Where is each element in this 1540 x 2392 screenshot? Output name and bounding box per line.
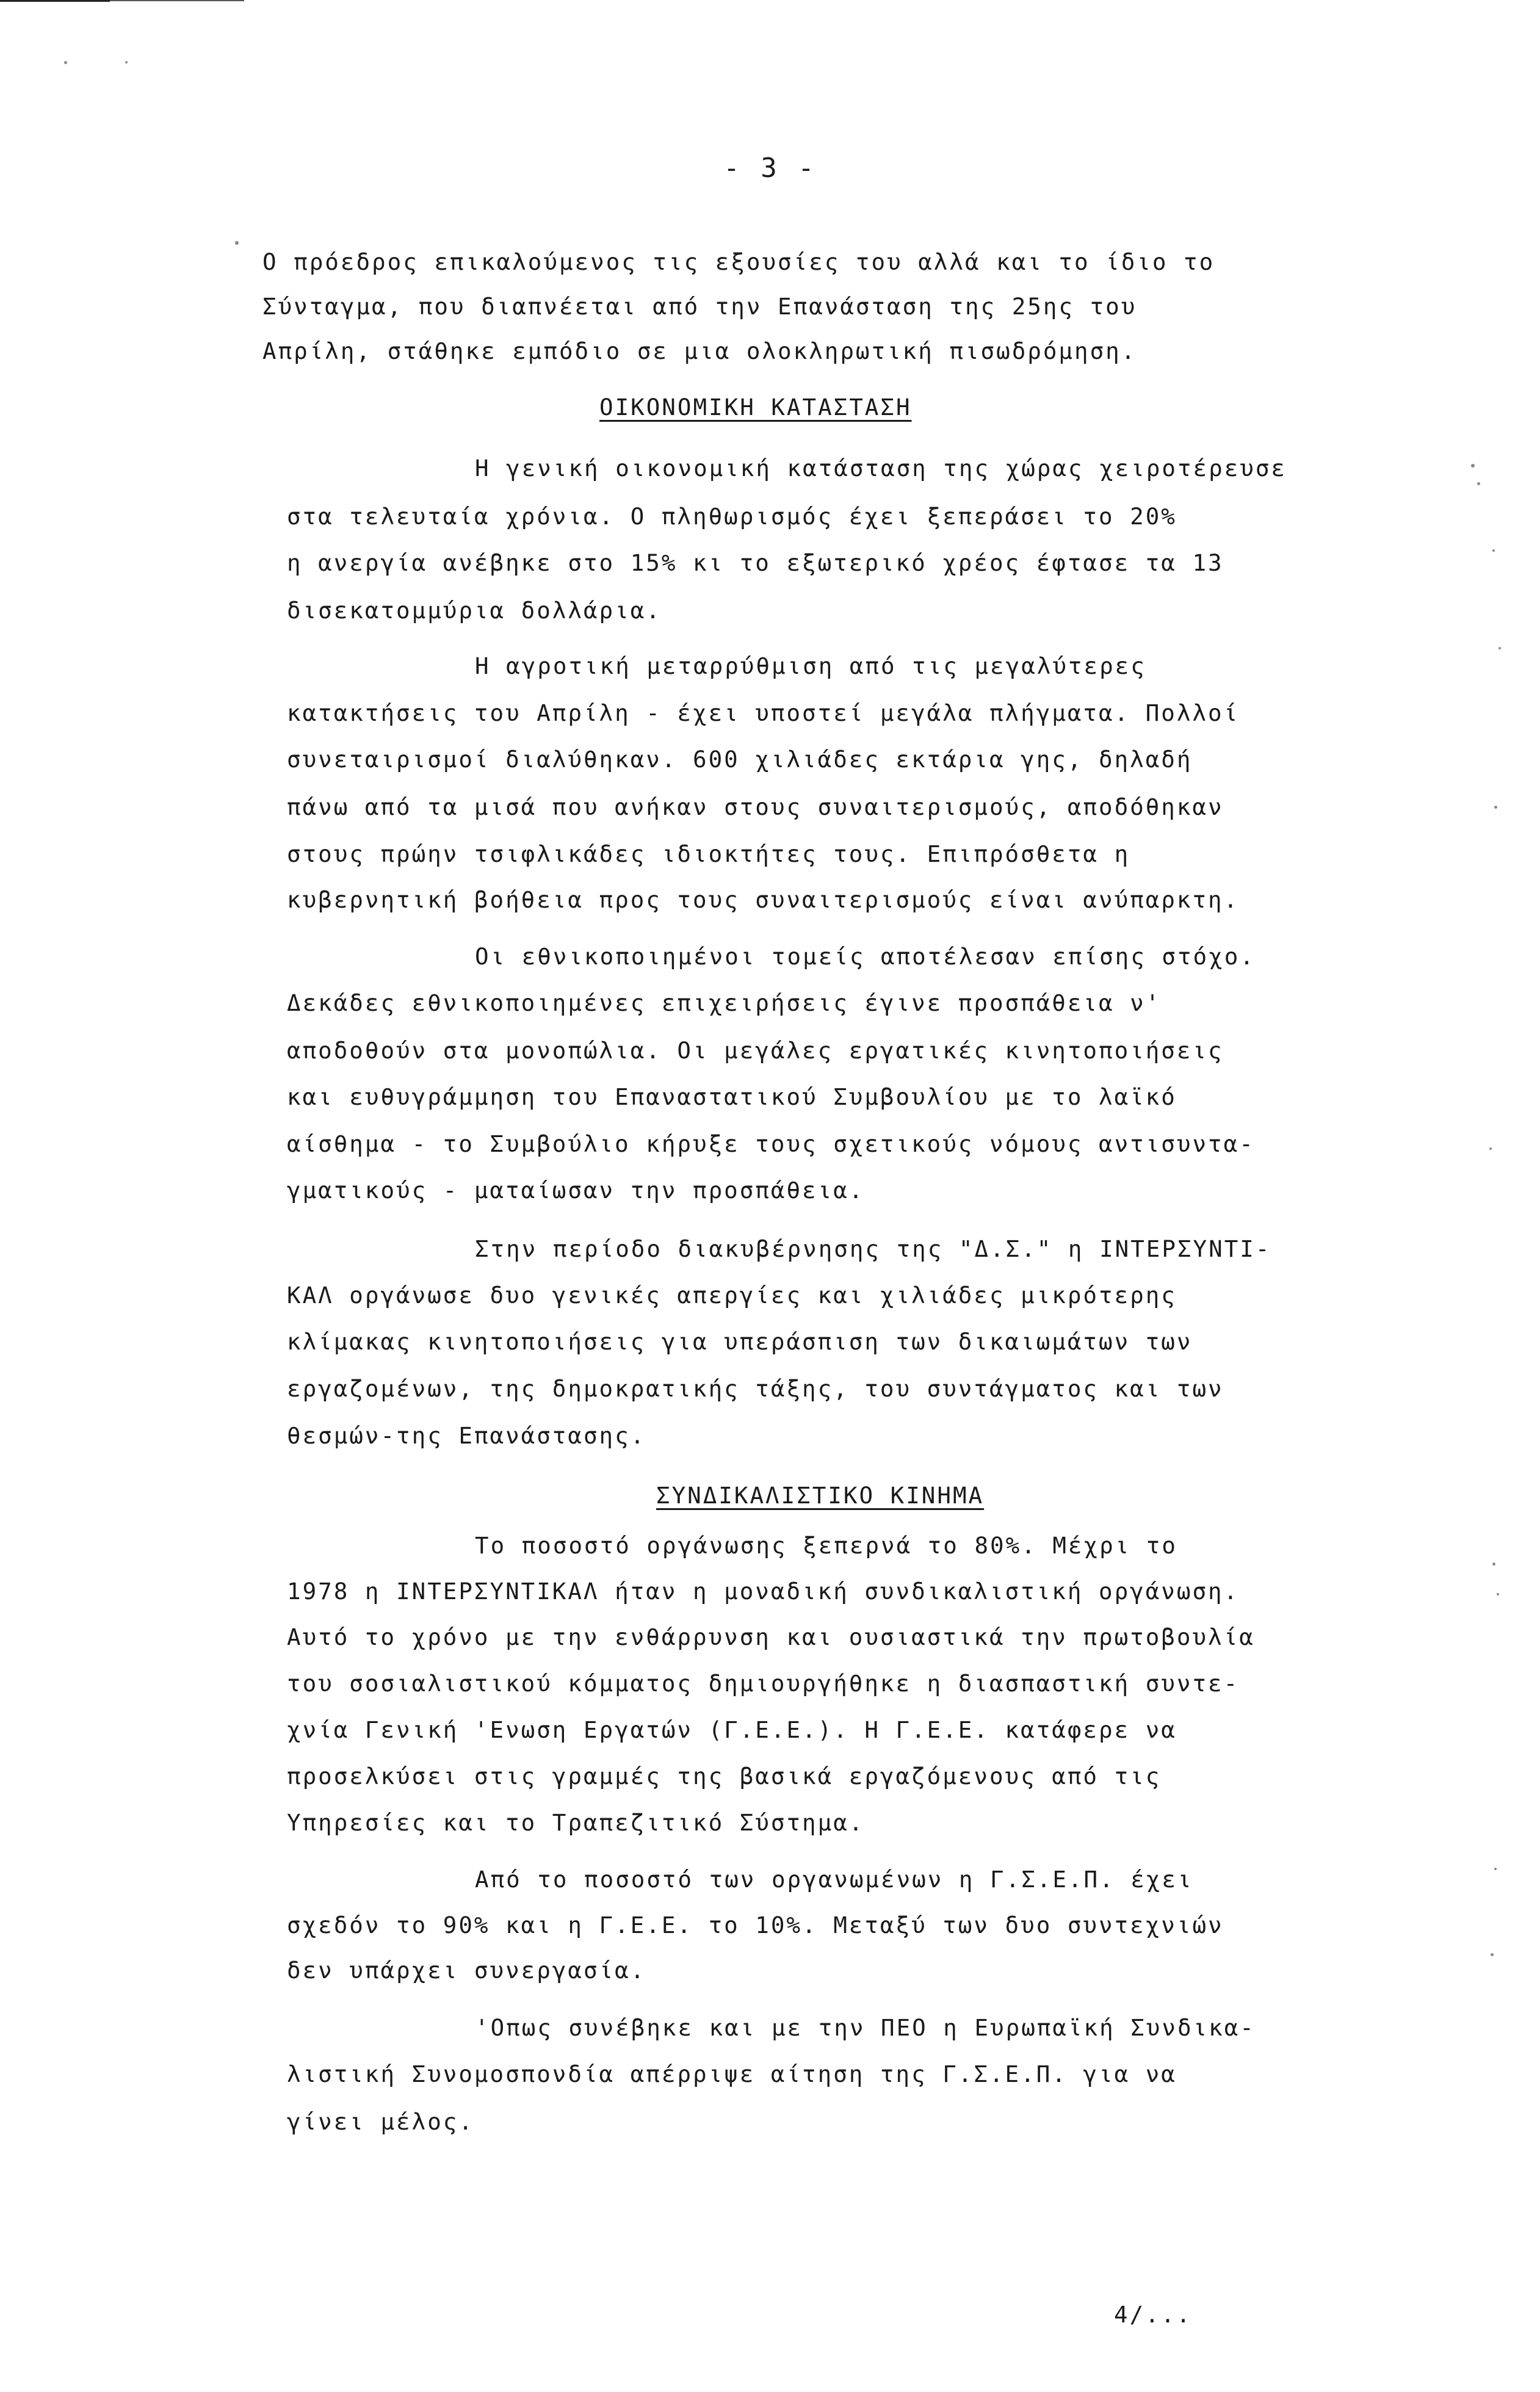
text-line: Η γενική οικονομική κατάσταση της χώρας χειροτέρευσε: [475, 455, 1287, 482]
scan-speck: [1492, 549, 1495, 552]
scan-speck: [64, 61, 67, 64]
text-line: συνεταιρισμοί διαλύθηκαν. 600 χιλιάδες εκτάρια γης, δηλαδή: [287, 746, 1193, 773]
scan-speck: [1494, 1868, 1497, 1870]
scan-speck: [1477, 482, 1480, 485]
text-line: η ανεργία ανέβηκε στο 15% κι το εξωτερικό χρέος έφτασε τα 13: [287, 549, 1224, 576]
text-line: δεν υπάρχει συνεργασία.: [287, 1957, 646, 1984]
text-line: σχεδόν το 90% και η Γ.Ε.Ε. το 10%. Μεταξύ των δυο συντεχνιών: [287, 1912, 1224, 1939]
scan-speck: [235, 241, 239, 245]
page-number: - 3 -: [723, 153, 817, 184]
scan-edge-line: [110, 0, 244, 1]
text-line: δισεκατομμύρια δολλάρια.: [287, 597, 662, 624]
text-line: θεσμών-της Επανάστασης.: [287, 1422, 646, 1449]
text-line: γματικούς - ματαίωσαν την προσπάθεια.: [287, 1177, 865, 1204]
scan-speck: [1497, 1593, 1499, 1595]
text-line: εργαζομένων, της δημοκρατικής τάξης, του συντάγματος και των: [287, 1375, 1224, 1402]
text-line: Ο πρόεδρος επικαλούμενος τις εξουσίες του αλλά και το ίδιο το: [262, 248, 1215, 275]
scan-speck: [1492, 1563, 1495, 1566]
text-line: 'Οπως συνέβηκε και με την ΠΕΟ η Ευρωπαϊκή Συνδικα-: [475, 2014, 1256, 2041]
text-line: και ευθυγράμμηση του Επαναστατικού Συμβουλίου με το λαϊκό: [287, 1083, 1177, 1110]
text-line: κατακτήσεις του Απρίλη - έχει υποστεί μεγάλα πλήγματα. Πολλοί: [287, 699, 1240, 726]
text-line: Από το ποσοστό των οργανωμένων η Γ.Σ.Ε.Π. έχει: [475, 1866, 1193, 1893]
text-line: Δεκάδες εθνικοποιημένες επιχειρήσεις έγινε προσπάθεια ν': [287, 989, 1162, 1016]
text-line: λιστική Συνομοσπονδία απέρριψε αίτηση της Γ.Σ.Ε.Π. για να: [287, 2061, 1177, 2087]
text-line: Αυτό το χρόνο με την ενθάρρυνση και ουσιαστικά την πρωτοβουλία: [287, 1624, 1255, 1650]
text-line: αποδοθούν στα μονοπώλια. Οι μεγάλες εργατικές κινητοποιήσεις: [287, 1037, 1224, 1064]
scan-speck: [1471, 464, 1475, 468]
continuation-marker: 4/...: [1114, 2301, 1192, 2328]
scan-speck: [1494, 806, 1497, 809]
text-line: Η αγροτική μεταρρύθμιση από τις μεγαλύτερες: [475, 652, 1146, 679]
text-line: του σοσιαλιστικού κόμματος δημιουργήθηκε η διασπαστική συντε-: [287, 1670, 1240, 1697]
text-line: αίσθημα - το Συμβούλιο κήρυξε τους σχετικούς νόμους αντισυντα-: [287, 1130, 1255, 1157]
text-line: στα τελευταία χρόνια. Ο πληθωρισμός έχει ξεπεράσει το 20%: [287, 503, 1177, 530]
text-line: γίνει μέλος.: [287, 2108, 474, 2135]
text-line: Υπηρεσίες και το Τραπεζιτικό Σύστημα.: [287, 1809, 865, 1836]
text-line: Οι εθνικοποιημένοι τομείς αποτέλεσαν επίσης στόχο.: [475, 943, 1256, 970]
text-line: Στην περίοδο διακυβέρνησης της "Δ.Σ." η ΙΝΤΕΡΣΥΝΤΙ-: [475, 1235, 1271, 1262]
text-line: κλίμακας κινητοποιήσεις για υπεράσπιση των δικαιωμάτων των: [287, 1328, 1193, 1355]
text-line: κυβερνητική βοήθεια προς τους συναιτερισμούς είναι ανύπαρκτη.: [287, 886, 1240, 913]
scan-speck: [1491, 1953, 1494, 1956]
scan-speck: [1498, 647, 1501, 649]
section-heading: ΣΥΝΔΙΚΑΛΙΣΤΙΚΟ ΚΙΝΗΜΑ: [656, 1482, 985, 1509]
section-heading: ΟΙΚΟΝΟΜΙΚΗ ΚΑΤΑΣΤΑΣΗ: [599, 394, 912, 421]
scan-speck: [1489, 1147, 1492, 1150]
text-line: Απρίλη, στάθηκε εμπόδιο σε μια ολοκληρωτική πισωδρόμηση.: [262, 338, 1137, 364]
scan-edge-line: [0, 0, 110, 2]
text-line: ΚΑΛ οργάνωσε δυο γενικές απεργίες και χιλιάδες μικρότερης: [287, 1282, 1177, 1309]
text-line: στους πρώην τσιφλικάδες ιδιοκτήτες τους. Επιπρόσθετα η: [287, 840, 1130, 867]
text-line: πάνω από τα μισά που ανήκαν στους συναιτερισμούς, αποδόθηκαν: [287, 793, 1224, 820]
text-line: χνία Γενική 'Ενωση Εργατών (Γ.Ε.Ε.). Η Γ.Ε.Ε. κατάφερε να: [287, 1716, 1177, 1743]
text-line: Το ποσοστό οργάνωσης ξεπερνά το 80%. Μέχρι το: [475, 1532, 1177, 1559]
text-line: Σύνταγμα, που διαπνέεται από την Επανάσταση της 25ης του: [262, 293, 1137, 320]
text-line: 1978 η ΙΝΤΕΡΣΥΝΤΙΚΑΛ ήταν η μοναδική συνδικαλιστική οργάνωση.: [287, 1578, 1240, 1605]
scan-speck: [125, 61, 128, 63]
text-line: προσελκύσει στις γραμμές της βασικά εργαζόμενους από τις: [287, 1763, 1162, 1790]
